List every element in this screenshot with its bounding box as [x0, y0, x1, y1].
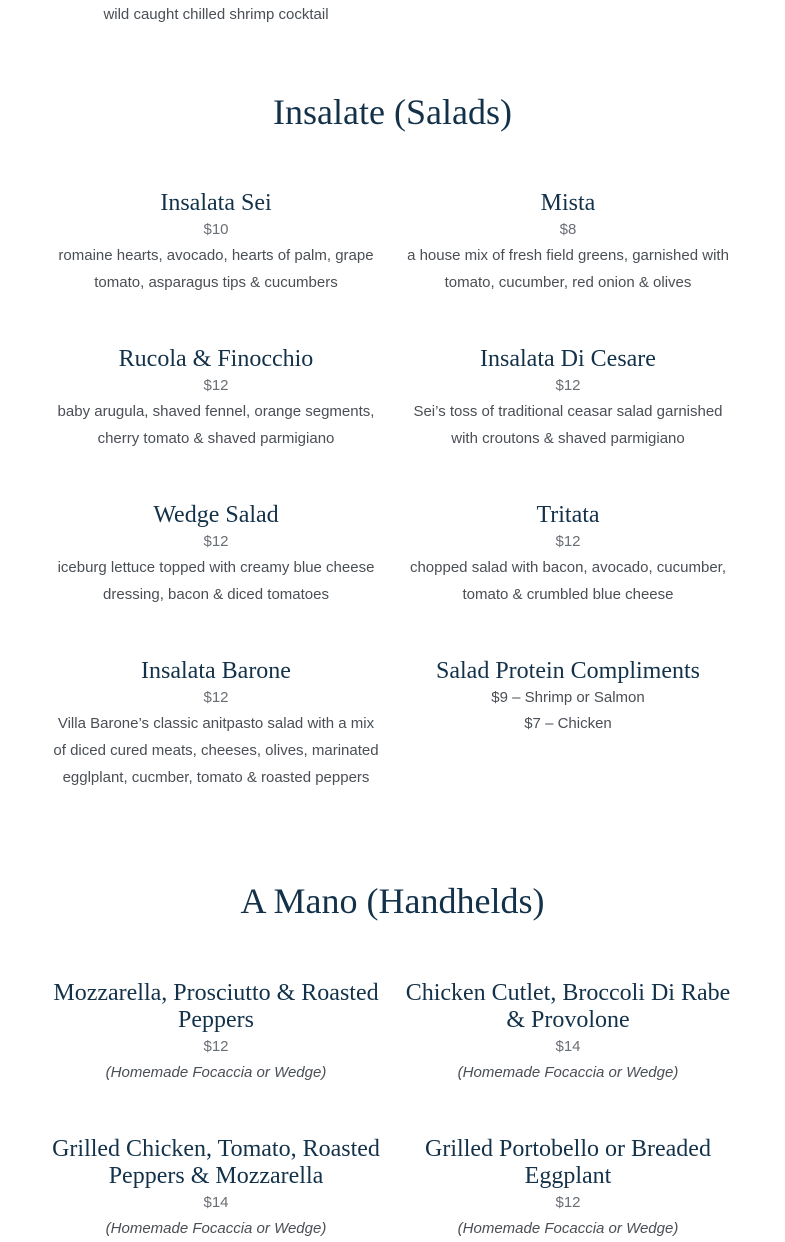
menu-item-rucola-finocchio — [51, 346, 381, 452]
item-name: Insalata Di Cesare — [480, 346, 656, 372]
item-description: baby arugula, shaved fennel, orange segments, cherry tomato & shaved parmigiano — [57, 403, 375, 447]
item-price: $14 — [203, 1194, 229, 1211]
item-name: Insalata Sei — [160, 190, 272, 216]
item-price: $10 — [203, 221, 229, 238]
item-price: $12 — [555, 533, 581, 550]
item-price: $8 — [559, 221, 577, 238]
item-name: Wedge Salad — [153, 502, 279, 528]
item-description: (Homemade Focaccia or Wedge) — [457, 1064, 679, 1081]
section-title-salads: Insalate (Salads) — [273, 92, 512, 132]
item-price: $14 — [555, 1038, 581, 1055]
menu-item-mista — [403, 190, 733, 296]
menu-item-insalata-barone — [51, 658, 381, 791]
item-description: $7 – Chicken — [524, 715, 612, 732]
menu-item-insalata-di-cesare — [403, 346, 733, 452]
item-name: Chicken Cutlet, Broccoli Di Rabe & Provolone — [405, 980, 731, 1033]
item-price: $12 — [203, 377, 229, 394]
item-name: Mozzarella, Prosciutto & Roasted Peppers — [53, 980, 379, 1033]
item-description: (Homemade Focaccia or Wedge) — [105, 1220, 327, 1237]
section-title-handhelds: A Mano (Handhelds) — [240, 881, 545, 921]
item-name: Rucola & Finocchio — [118, 346, 314, 372]
item-price: $12 — [555, 377, 581, 394]
menu-item-grilled-chicken — [51, 1136, 381, 1242]
menu-item-grilled-portobello — [403, 1136, 733, 1242]
item-price: $12 — [555, 1194, 581, 1211]
item-price: $12 — [203, 689, 229, 706]
item-price: $12 — [203, 533, 229, 550]
menu-item-mozzarella-prosciutto — [51, 980, 381, 1086]
item-name: Grilled Chicken, Tomato, Roasted Peppers & Mozzarella — [52, 1136, 380, 1189]
item-description: a house mix of fresh field greens, garnished with tomato, cucumber, red onion & olives — [407, 247, 729, 291]
item-price: $9 – Shrimp or Salmon — [491, 689, 645, 706]
item-name: Grilled Portobello or Breaded Eggplant — [425, 1136, 711, 1189]
menu-item-salad-protein-compliments — [403, 658, 733, 737]
menu-item-chicken-cutlet — [403, 980, 733, 1086]
item-description: (Homemade Focaccia or Wedge) — [105, 1064, 327, 1081]
item-name: Insalata Barone — [141, 658, 291, 684]
item-price: $12 — [203, 1038, 229, 1055]
menu-item-insalata-sei — [51, 190, 381, 296]
item-name: Tritata — [536, 502, 600, 528]
item-description: Villa Barone’s classic anitpasto salad with a mix of diced cured meats, cheeses, olives, marinated egglplant, cucmber, tomato & roasted peppers — [53, 715, 379, 786]
item-name: Mista — [540, 190, 596, 216]
menu-item-wedge-salad — [51, 502, 381, 608]
item-description: iceburg lettuce topped with creamy blue cheese dressing, bacon & diced tomatoes — [57, 559, 375, 603]
item-description: (Homemade Focaccia or Wedge) — [457, 1220, 679, 1237]
item-description: chopped salad with bacon, avocado, cucumber, tomato & crumbled blue cheese — [409, 559, 727, 603]
item-description: romaine hearts, avocado, hearts of palm, grape tomato, asparagus tips & cucumbers — [58, 247, 374, 291]
menu-item-tritata — [403, 502, 733, 608]
item-description: Sei’s toss of traditional ceasar salad garnished with croutons & shaved parmigiano — [413, 403, 723, 447]
item-name: Salad Protein Compliments — [436, 658, 700, 684]
shrimp-cocktail-description: wild caught chilled shrimp cocktail — [103, 6, 329, 23]
